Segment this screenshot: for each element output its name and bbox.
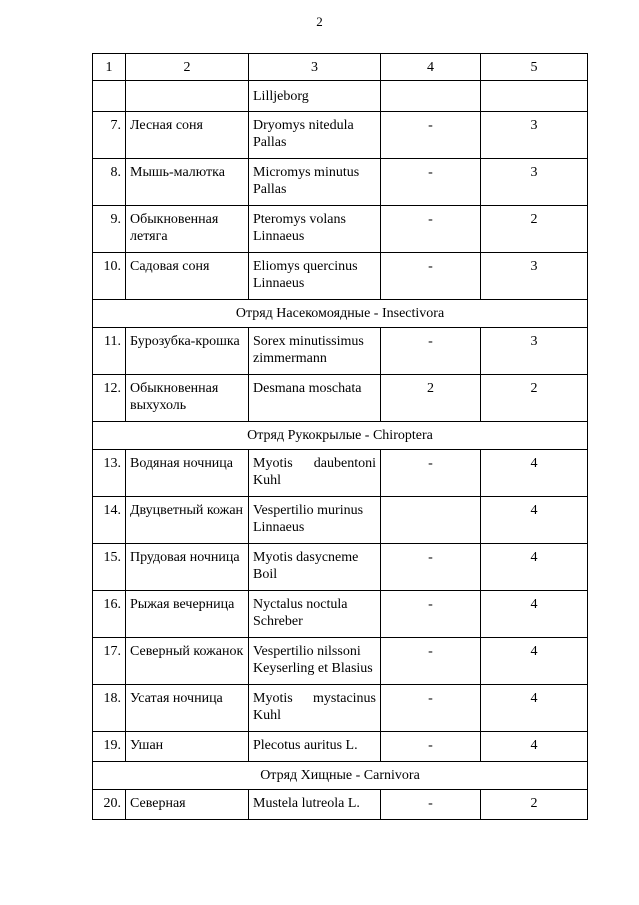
- table-row: [93, 375, 588, 422]
- common-name: Обыкновенная выхухоль: [126, 375, 249, 422]
- common-name: Мышь-малютка: [126, 159, 249, 206]
- column5-value: 2: [481, 790, 588, 820]
- species-name: Dryomys nitedula Pallas: [249, 112, 381, 159]
- common-name: [126, 81, 249, 112]
- column-header-species: 3: [249, 54, 381, 81]
- column4-value: -: [381, 450, 481, 497]
- table-row: [93, 638, 588, 685]
- column5-value: 4: [481, 685, 588, 732]
- common-name: Усатая ночница: [126, 685, 249, 732]
- species-name: Plecotus auritus L.: [249, 732, 381, 762]
- group-title: Отряд Хищные - Carnivora: [93, 762, 588, 790]
- row-number: 16.: [93, 591, 126, 638]
- column4-value: -: [381, 328, 481, 375]
- column5-value: 4: [481, 450, 588, 497]
- common-name: Рыжая вечерница: [126, 591, 249, 638]
- species-table-body: [93, 54, 588, 820]
- species-name: Vespertilio murinus Linnaeus: [249, 497, 381, 544]
- table-row: [93, 790, 588, 820]
- common-name: Садовая соня: [126, 253, 249, 300]
- row-number: 20.: [93, 790, 126, 820]
- group-title: Отряд Рукокрылые - Chiroptera: [93, 422, 588, 450]
- column5-value: 3: [481, 253, 588, 300]
- common-name: Обыкновенная летяга: [126, 206, 249, 253]
- table-row: [93, 732, 588, 762]
- column4-value: -: [381, 112, 481, 159]
- column5-value: 4: [481, 497, 588, 544]
- column4-value: -: [381, 591, 481, 638]
- column4-value: -: [381, 544, 481, 591]
- column5-value: 4: [481, 638, 588, 685]
- species-name: Sorex minutissimus zimmermann: [249, 328, 381, 375]
- species-name: Vespertilio nilssoni Keyserling et Blasius: [249, 638, 381, 685]
- species-name: Myotis daubentoni Kuhl: [249, 450, 381, 497]
- row-number: 8.: [93, 159, 126, 206]
- table-row: [93, 544, 588, 591]
- common-name: Водяная ночница: [126, 450, 249, 497]
- species-name: Eliomys quercinus Linnaeus: [249, 253, 381, 300]
- common-name: Двуцветный кожан: [126, 497, 249, 544]
- species-name: Myotis mystacinus Kuhl: [249, 685, 381, 732]
- page-number: 2: [316, 14, 323, 29]
- row-number: 7.: [93, 112, 126, 159]
- column-header-number: 1: [93, 54, 126, 81]
- column4-value: [381, 497, 481, 544]
- table-row: [93, 328, 588, 375]
- group-row: [93, 300, 588, 328]
- column4-value: [381, 81, 481, 112]
- table-row: [93, 591, 588, 638]
- column4-value: 2: [381, 375, 481, 422]
- table-row: [93, 497, 588, 544]
- column5-value: 4: [481, 732, 588, 762]
- species-name: Micromys minutus Pallas: [249, 159, 381, 206]
- column4-value: -: [381, 638, 481, 685]
- species-name: Mustela lutreola L.: [249, 790, 381, 820]
- column-header-col4: 4: [381, 54, 481, 81]
- column4-value: -: [381, 253, 481, 300]
- species-name: Lilljeborg: [249, 81, 381, 112]
- common-name: Лесная соня: [126, 112, 249, 159]
- table-row: [93, 450, 588, 497]
- row-number: 18.: [93, 685, 126, 732]
- row-number: 11.: [93, 328, 126, 375]
- column5-value: 3: [481, 159, 588, 206]
- common-name: Прудовая ночница: [126, 544, 249, 591]
- common-name: Ушан: [126, 732, 249, 762]
- table-row: [93, 159, 588, 206]
- row-number: 12.: [93, 375, 126, 422]
- species-name: Myotis dasycneme Boil: [249, 544, 381, 591]
- table-row: [93, 112, 588, 159]
- column4-value: -: [381, 685, 481, 732]
- column5-value: 4: [481, 544, 588, 591]
- row-number: 9.: [93, 206, 126, 253]
- row-number: 17.: [93, 638, 126, 685]
- species-name: Desmana moschata: [249, 375, 381, 422]
- common-name: Северный кожанок: [126, 638, 249, 685]
- row-number: 10.: [93, 253, 126, 300]
- row-number: 14.: [93, 497, 126, 544]
- row-number: [93, 81, 126, 112]
- column5-value: 2: [481, 206, 588, 253]
- table-row: [93, 685, 588, 732]
- group-row: [93, 762, 588, 790]
- column4-value: -: [381, 732, 481, 762]
- table-row: [93, 81, 588, 112]
- column5-value: 3: [481, 112, 588, 159]
- species-name: Pteromys volans Linnaeus: [249, 206, 381, 253]
- column4-value: -: [381, 159, 481, 206]
- column4-value: -: [381, 790, 481, 820]
- species-name: Nyctalus noctula Schreber: [249, 591, 381, 638]
- table-header-row: [93, 54, 588, 81]
- row-number: 15.: [93, 544, 126, 591]
- table-row: [93, 206, 588, 253]
- column5-value: [481, 81, 588, 112]
- row-number: 19.: [93, 732, 126, 762]
- common-name: Северная: [126, 790, 249, 820]
- table-row: [93, 253, 588, 300]
- common-name: Бурозубка-крошка: [126, 328, 249, 375]
- column-header-name: 2: [126, 54, 249, 81]
- column5-value: 4: [481, 591, 588, 638]
- group-title: Отряд Насекомоядные - Insectivora: [93, 300, 588, 328]
- group-row: [93, 422, 588, 450]
- column-header-col5: 5: [481, 54, 588, 81]
- column4-value: -: [381, 206, 481, 253]
- column5-value: 3: [481, 328, 588, 375]
- species-table: [92, 53, 588, 820]
- row-number: 13.: [93, 450, 126, 497]
- column5-value: 2: [481, 375, 588, 422]
